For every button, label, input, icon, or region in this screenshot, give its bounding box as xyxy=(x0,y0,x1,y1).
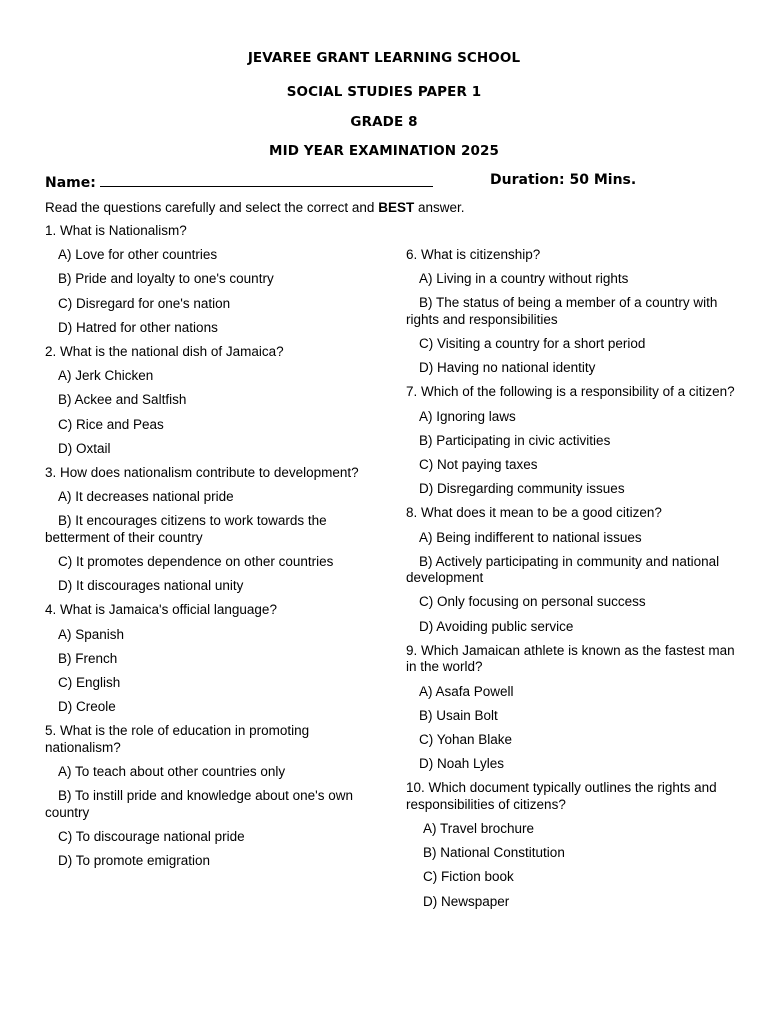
instructions-text-end: answer. xyxy=(414,200,465,215)
option-b: B) Pride and loyalty to one's country xyxy=(58,271,274,287)
school-name: JEVAREE GRANT LEARNING SCHOOL xyxy=(247,50,521,66)
question-text: 8. What does it mean to be a good citizen? xyxy=(406,505,662,521)
option-b: B) It encourages citizens to work towards the betterment of their country xyxy=(45,513,327,545)
option-a: A) To teach about other countries only xyxy=(58,763,286,779)
question-2 xyxy=(45,344,375,457)
option-c: C) Rice and Peas xyxy=(58,416,164,432)
option-c: C) Only focusing on personal success xyxy=(419,594,646,610)
question-text: 10. Which document typically outlines the rights and responsibilities of citizens? xyxy=(406,780,717,812)
question-column-right xyxy=(406,247,736,918)
option-c: C) Disregard for one's nation xyxy=(58,295,231,311)
option-d: D) Avoiding public service xyxy=(419,618,574,634)
name-label: Name: xyxy=(45,175,96,191)
question-text: 3. How does nationalism contribute to development? xyxy=(45,464,359,480)
option-b: B) Usain Bolt xyxy=(419,707,498,723)
question-text: 6. What is citizenship? xyxy=(406,247,541,262)
option-a: A) Ignoring laws xyxy=(419,408,516,424)
question-10 xyxy=(406,780,736,910)
grade-label: GRADE 8 xyxy=(350,114,418,130)
question-text: 2. What is the national dish of Jamaica? xyxy=(45,343,284,359)
option-b: B) Ackee and Saltfish xyxy=(58,392,187,408)
question-3 xyxy=(45,465,375,595)
option-c: C) It promotes dependence on other countries xyxy=(58,553,334,569)
question-text: 4. What is Jamaica's official language? xyxy=(45,602,277,618)
option-b: B) Actively participating in community and national development xyxy=(406,553,720,586)
option-c: C) To discourage national pride xyxy=(58,828,245,844)
instructions xyxy=(45,200,465,215)
option-d: D) Hatred for other nations xyxy=(58,319,218,335)
option-d: D) Disregarding community issues xyxy=(419,481,625,497)
question-4 xyxy=(45,602,375,715)
instructions-emphasis: BEST xyxy=(378,200,415,215)
question-column-left xyxy=(45,223,375,877)
exam-title: MID YEAR EXAMINATION 2025 xyxy=(269,143,499,159)
option-b: B) To instill pride and knowledge about one's own country xyxy=(45,788,354,820)
name-field xyxy=(45,172,433,191)
option-c: C) Visiting a country for a short period xyxy=(419,336,646,352)
question-8 xyxy=(406,505,736,635)
instructions-text: Read the questions carefully and select the correct and xyxy=(45,200,379,215)
option-d: D) Having no national identity xyxy=(419,360,596,376)
option-a: A) Being indifferent to national issues xyxy=(419,529,642,545)
option-c: C) English xyxy=(58,674,121,690)
option-c: C) Yohan Blake xyxy=(419,731,513,747)
question-7 xyxy=(406,384,736,497)
option-d: D) Newspaper xyxy=(423,893,510,909)
option-d: D) To promote emigration xyxy=(58,853,211,868)
question-text: 1. What is Nationalism? xyxy=(45,223,187,238)
option-d: D) It discourages national unity xyxy=(58,578,244,594)
option-a: A) Asafa Powell xyxy=(419,683,514,699)
paper-title: SOCIAL STUDIES PAPER 1 xyxy=(286,84,482,100)
duration-label: Duration: 50 Mins. xyxy=(490,172,637,188)
option-a: A) Travel brochure xyxy=(423,820,535,836)
option-b: B) National Constitution xyxy=(423,845,565,861)
option-b: B) The status of being a member of a country with rights and responsibilities xyxy=(406,295,718,327)
option-c: C) Not paying taxes xyxy=(419,457,538,472)
question-6 xyxy=(406,247,736,377)
question-5 xyxy=(45,723,375,869)
option-c: C) Fiction book xyxy=(423,869,514,885)
name-blank-line xyxy=(100,172,433,187)
option-d: D) Oxtail xyxy=(58,440,111,456)
option-a: A) Living in a country without rights xyxy=(419,271,629,287)
option-a: A) Spanish xyxy=(58,626,125,642)
option-a: A) It decreases national pride xyxy=(58,489,234,505)
option-b: B) Participating in civic activities xyxy=(419,432,611,448)
question-9 xyxy=(406,643,736,773)
question-text: 9. Which Jamaican athlete is known as the fastest man in the world? xyxy=(406,642,735,675)
option-b: B) French xyxy=(58,650,118,666)
option-a: A) Jerk Chicken xyxy=(58,368,154,384)
option-a: A) Love for other countries xyxy=(58,247,218,263)
question-text: 7. Which of the following is a responsibility of a citizen? xyxy=(406,384,735,400)
option-d: D) Creole xyxy=(58,699,116,715)
option-d: D) Noah Lyles xyxy=(419,756,505,772)
question-text: 5. What is the role of education in promoting nationalism? xyxy=(45,723,310,755)
question-1 xyxy=(45,223,375,336)
